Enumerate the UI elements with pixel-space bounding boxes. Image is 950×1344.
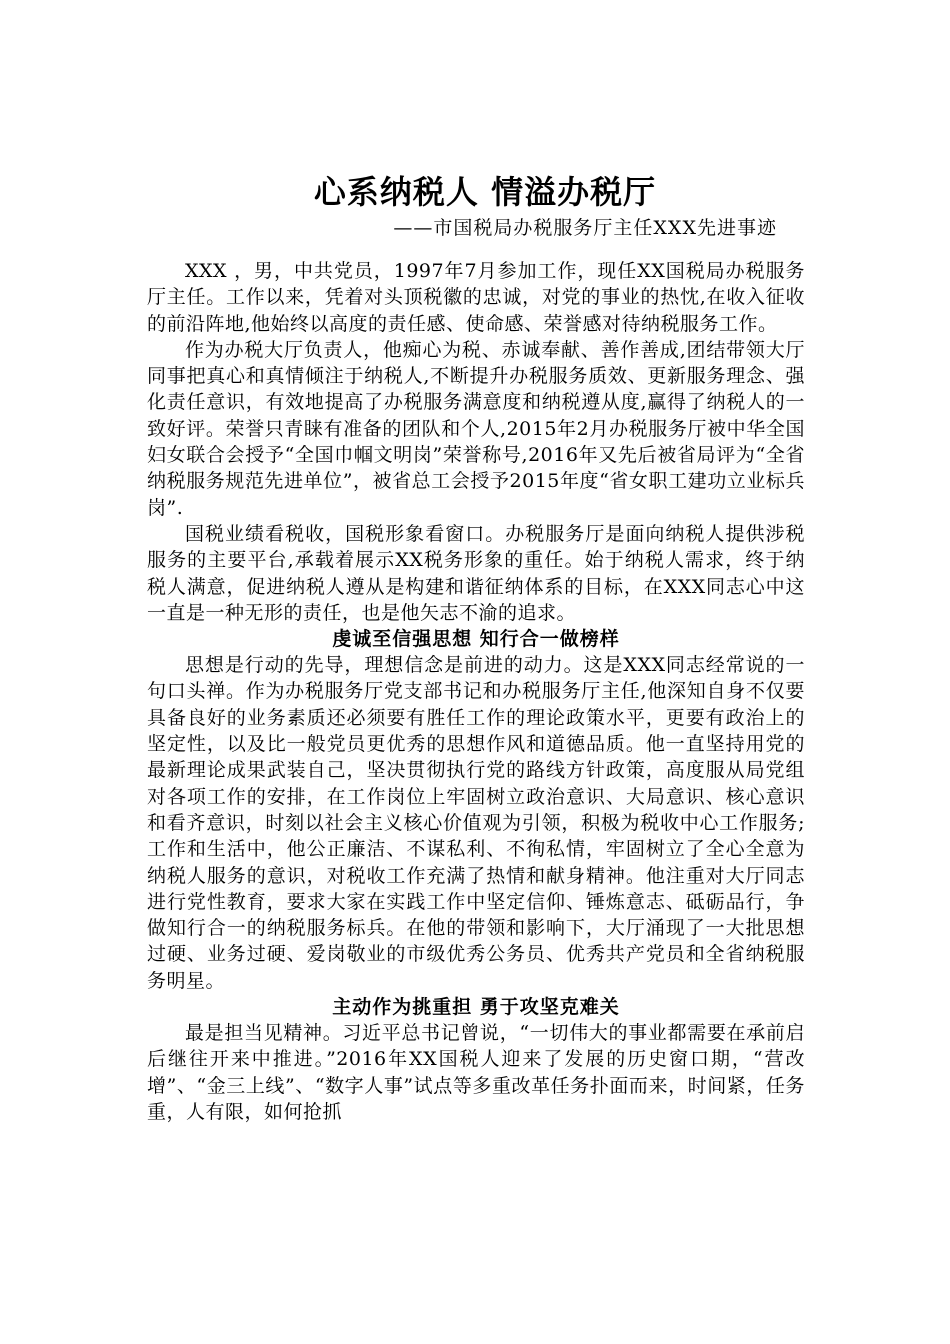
intro-paragraph-3: 国税业绩看税收，国税形象看窗口。办税服务厅是面向纳税人提供涉税服务的主要平台,承载着展示XX税务形象的重任。始于纳税人需求，终于纳税人满意，促进纳税人遵从是构建和谐征纳体系的目标，在XXX同志心中这一直是一种无形的责任，也是他矢志不渝的追求。 — [147, 522, 805, 624]
section-heading-1: 虔诚至信强思想 知行合一做榜样 — [332, 628, 620, 651]
document-title: 心系纳税人 情溢办税厅 — [313, 173, 657, 211]
section-heading-2: 主动作为挑重担 勇于攻坚克难关 — [332, 996, 620, 1019]
section-2-paragraph: 最是担当见精神。习近平总书记曾说，“一切伟大的事业都需要在承前启后继往开来中推进。”2016年XX国税人迎来了发展的历史窗口期，“营改增”、“金三上线”、“数字人事”试点等多重改革任务扑面而来，时间紧，任务重，人有限，如何抢抓 — [147, 1022, 805, 1123]
document-subtitle: ——市国税局办税服务厅主任XXX先进事迹 — [393, 217, 777, 239]
section-1-paragraph: 思想是行动的先导，理想信念是前进的动力。这是XXX同志经常说的一句口头禅。作为办税服务厅党支部书记和办税服务厅主任,他深知自身不仅要具备良好的业务素质还必须要有胜任工作的理论政策水平，更要有政治上的坚定性，以及比一般党员更优秀的思想作风和道德品质。他一直坚持用党的最新理论成果武装自己，坚决贯彻执行党的路线方针政策，高度服从局党组对各项工作的安排，在工作岗位上牢固树立政治意识、大局意识、核心意识和看齐意识，时刻以社会主义核心价值观为引领，积极为税收中心工作服务;工作和生活中，他公正廉洁、不谋私利、不徇私情，牢固树立了全心全意为纳税人服务的意识，对税收工作充满了热情和献身精神。他注重对大厅同志进行党性教育，要求大家在实践工作中坚定信仰、锤炼意志、砥砺品行，争做知行合一的纳税服务标兵。在他的带领和影响下，大厅涌现了一大批思想过硬、业务过硬、爱岗敬业的市级优秀公务员、优秀共产党员和全省纳税服务明星。 — [147, 654, 805, 992]
intro-paragraph-2: 作为办税大厅负责人，他痴心为税、赤诚奉献、善作善成,团结带领大厅同事把真心和真情倾注于纳税人,不断提升办税服务质效、更新服务理念、强化责任意识，有效地提高了办税服务满意度和纳税遵从度,赢得了纳税人的一致好评。荣誉只青睐有准备的团队和个人,2015年2月办税服务厅被中华全国妇女联合会授予“全国巾帼文明岗”荣誉称号,2016年又先后被省局评为“全省纳税服务规范先进单位”，被省总工会授予2015年度“省女职工建功立业标兵岗”. — [147, 338, 805, 519]
intro-paragraph-1: XXX ，男，中共党员，1997年7月参加工作，现任XX国税局办税服务厅主任。工作以来，凭着对头顶税徽的忠诚，对党的事业的热忱,在收入征收的前沿阵地,他始终以高度的责任感、使命感、荣誉感对待纳税服务工作。 — [147, 260, 805, 335]
document-body — [147, 170, 805, 1125]
